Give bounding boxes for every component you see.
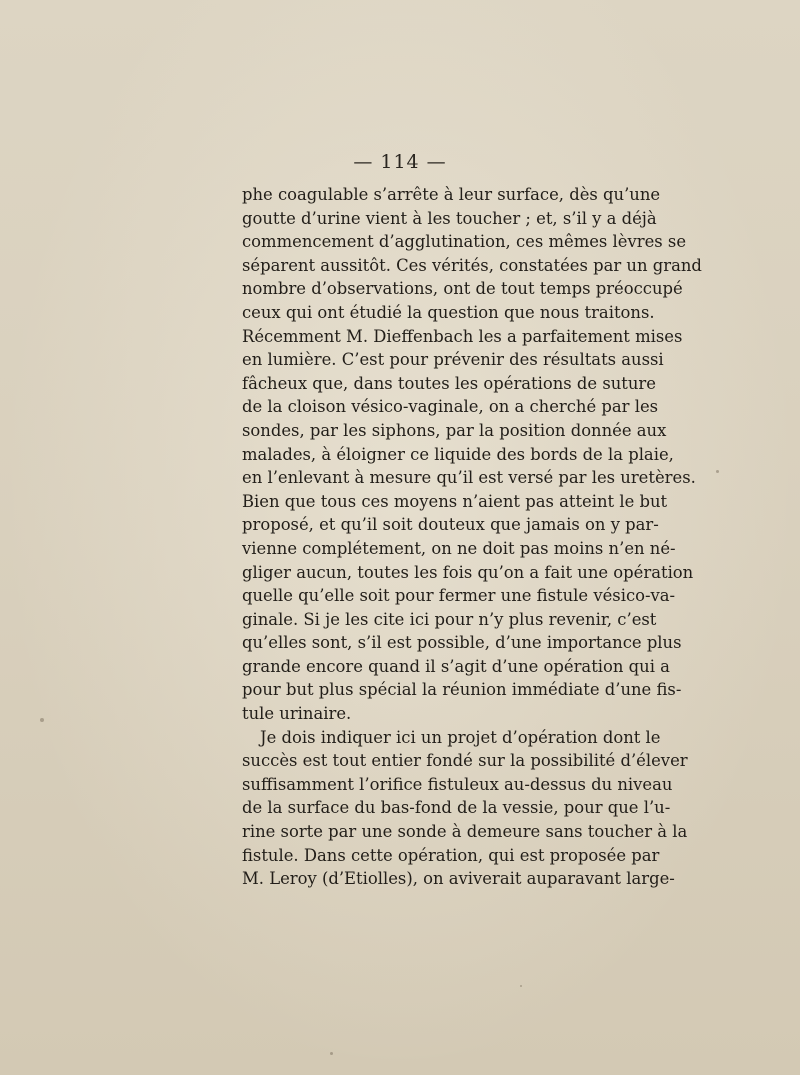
- text-line: nombre d’observations, ont de tout temps préoccupé: [242, 279, 683, 299]
- text-line: en l’enlevant à mesure qu’il est versé par les uretères.: [242, 468, 696, 488]
- paper-speck: [520, 985, 522, 987]
- paper-speck: [40, 718, 44, 722]
- text-line: gliger aucun, toutes les fois qu’on a fait une opération: [242, 562, 694, 582]
- page-number: — 114 —: [353, 151, 447, 173]
- text-line: pour but plus spécial la réunion immédiate d’une fis-: [242, 680, 682, 700]
- text-line: vienne complétement, on ne doit pas moins n’en né-: [242, 538, 676, 558]
- text-line: suffisamment l’orifice fistuleux au-dessus du niveau: [242, 774, 673, 794]
- text-line: quelle qu’elle soit pour fermer une fistule vésico-va-: [242, 586, 676, 606]
- text-line: ginale. Si je les cite ici pour n’y plus revenir, c’est: [242, 609, 657, 629]
- text-line: Bien que tous ces moyens n’aient pas atteint le but: [242, 491, 668, 511]
- paper-speck: [330, 1052, 333, 1055]
- text-line: séparent aussitôt. Ces vérités, constatées par un grand: [242, 255, 702, 275]
- text-line: proposé, et qu’il soit douteux que jamais on y par-: [242, 515, 659, 535]
- text-line: goutte d’urine vient à les toucher ; et, s’il y a déjà: [242, 208, 657, 228]
- paper-speck: [716, 470, 719, 473]
- paragraph-end-line: tule urinaire.: [242, 704, 352, 724]
- text-line: de la surface du bas-fond de la vessie, pour que l’u-: [242, 798, 671, 818]
- text-line: M. Leroy (d’Etiolles), on aviverait auparavant large-: [242, 869, 675, 889]
- text-line: de la cloison vésico-vaginale, on a cherché par les: [242, 397, 659, 417]
- paragraph-start-line: Je dois indiquer ici un projet d’opération dont le: [260, 727, 661, 747]
- text-line: en lumière. C’est pour prévenir des résultats aussi: [242, 350, 664, 370]
- text-line: phe coagulable s’arrête à leur surface, dès qu’une: [242, 185, 661, 204]
- text-line: fistule. Dans cette opération, qui est proposée par: [242, 845, 660, 865]
- text-line: Récemment M. Dieffenbach les a parfaitement mises: [242, 326, 683, 346]
- text-line: ceux qui ont étudié la question que nous traitons.: [242, 302, 655, 322]
- text-line: fâcheux que, dans toutes les opérations de suture: [242, 373, 656, 393]
- text-line: sondes, par les siphons, par la position donnée aux: [242, 420, 667, 440]
- text-line: succès est tout entier fondé sur la possibilité d’élever: [242, 751, 688, 771]
- text-line: qu’elles sont, s’il est possible, d’une importance plus: [242, 633, 682, 653]
- body-text: [242, 183, 702, 891]
- text-line: commencement d’agglutination, ces mêmes lèvres se: [242, 232, 687, 252]
- text-line: malades, à éloigner ce liquide des bords de la plaie,: [242, 444, 674, 464]
- text-line: grande encore quand il s’agit d’une opération qui a: [242, 656, 670, 676]
- text-line: rine sorte par une sonde à demeure sans toucher à la: [242, 822, 688, 842]
